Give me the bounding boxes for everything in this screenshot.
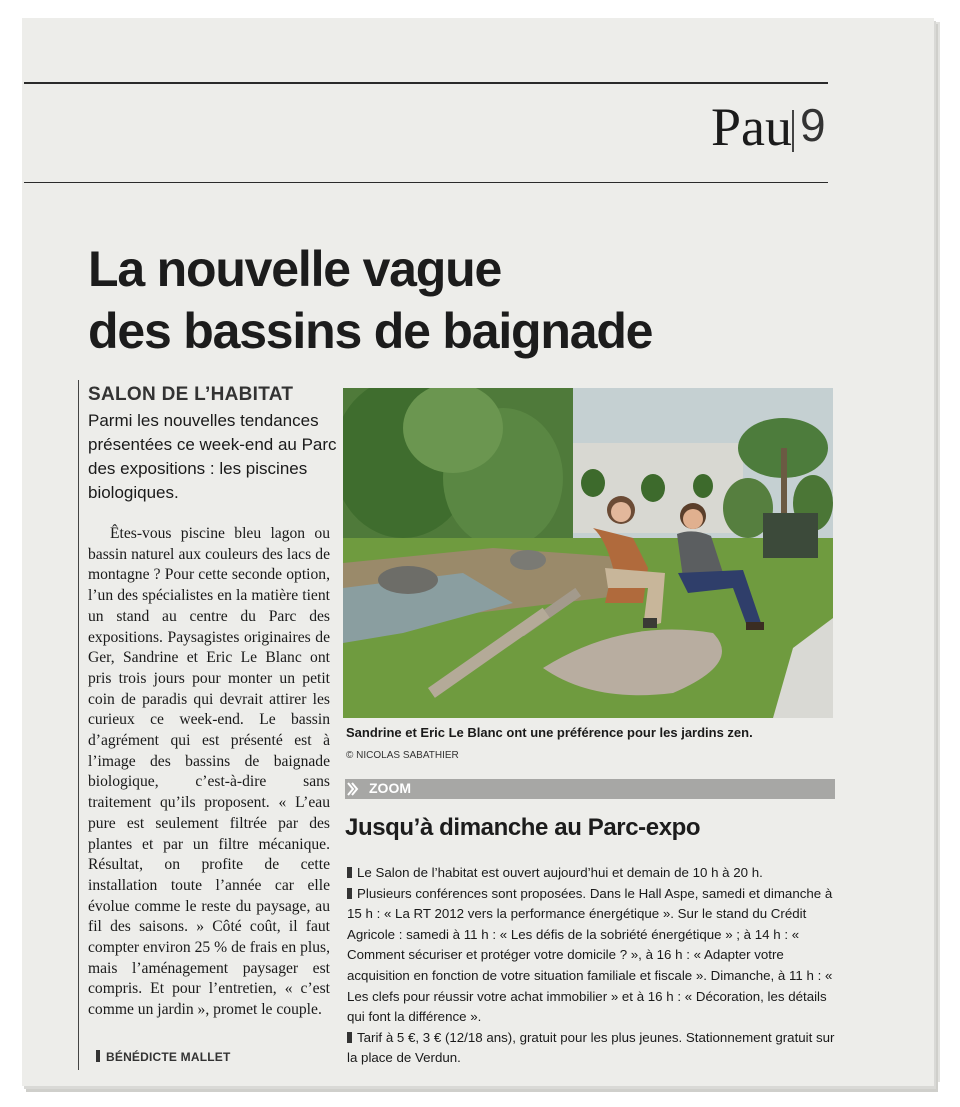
section-title: Pau [711,97,792,157]
article-body: Êtes-vous piscine bleu lagon ou bassin naturel aux couleurs des lacs de montagne ? Pour cette seconde option, l’un des spécialistes en la matière tient un stand au centre du Parc des expositions. Paysagistes originaires de Ger, Sandrine et Eric Le Blanc ont pris trois jours pour monter un petit coin de paradis qui devrait attirer les curieux ce week-end. Le bassin d’agrément qui est présenté est à l’image des bassins de baignade biologique, c’est-à-dire sans traitement qu’ils proposent. « L’eau pure est seulement filtrée par des plantes et par un filtre mécanique. Résultat, on profite de cette installation toute l’année car elle évolue comme le reste du paysage, au fil des saisons. » Côté coût, il faut compter environ 25 % de frais en plus, mais l’aménagement paysager est compris. Et pour l’entretien, « c’est comme un jardin », promet le couple. [88,525,330,1019]
bullet-square-icon [347,888,352,899]
zoom-banner [345,779,835,799]
top-rule [24,82,828,84]
column-rule [78,380,79,1070]
photo-caption: Sandrine et Eric Le Blanc ont une préférence pour les jardins zen. [346,725,753,740]
zoom-item: Tarif à 5 €, 3 € (12/18 ans), gratuit pour les plus jeunes. Stationnement gratuit sur la place de Verdun. [347,1029,835,1066]
article-headline [88,238,748,362]
byline-marker [96,1050,100,1062]
article-lead: Parmi les nouvelles tendances présentées ce week-end au Parc des expositions : les piscines biologiques. [88,411,337,502]
article-kicker: SALON DE L’HABITAT [88,384,294,405]
zoom-label: ZOOM [369,780,411,796]
photo-credit: © NICOLAS SABATHIER [346,750,459,761]
page-number: 9 [800,99,826,151]
bullet-square-icon [347,1032,352,1043]
bullet-square-icon [347,867,352,878]
headline-line-1: La nouvelle vague [88,241,502,297]
chevron-right-icon [347,782,359,796]
garden-photo-illustration [343,388,833,718]
byline-text: BÉNÉDICTE MALLET [106,1050,231,1064]
zoom-item: Le Salon de l’habitat est ouvert aujourd’hui et demain de 10 h à 20 h. [347,863,839,884]
article-photo [343,388,833,718]
zoom-title: Jusqu’à dimanche au Parc-expo [345,814,701,841]
article-byline [96,1050,231,1064]
headline-line-2: des bassins de baignade [88,303,653,359]
header-separator [792,110,794,152]
zoom-body [347,863,839,1069]
zoom-item: Plusieurs conférences sont proposées. Dans le Hall Aspe, samedi et dimanche à 15 h : « La RT 2012 vers la performance énergétique ». Sur le stand du Crédit Agricole : samedi à 11 h : « Les défis de la sobriété énergétique » ; à 14 h : « Comment sécuriser et protéger votre domicile ? », à 16 h : « Adapter votre acquisition en fonction de votre situation familiale et fiscale ». Dimanche, à 11 h : « Les clefs pour réussir votre achat immobilier » et à 16 h : « Décoration, les détails qui font la différence ». [347,885,833,1025]
header-bottom-rule [24,182,828,183]
